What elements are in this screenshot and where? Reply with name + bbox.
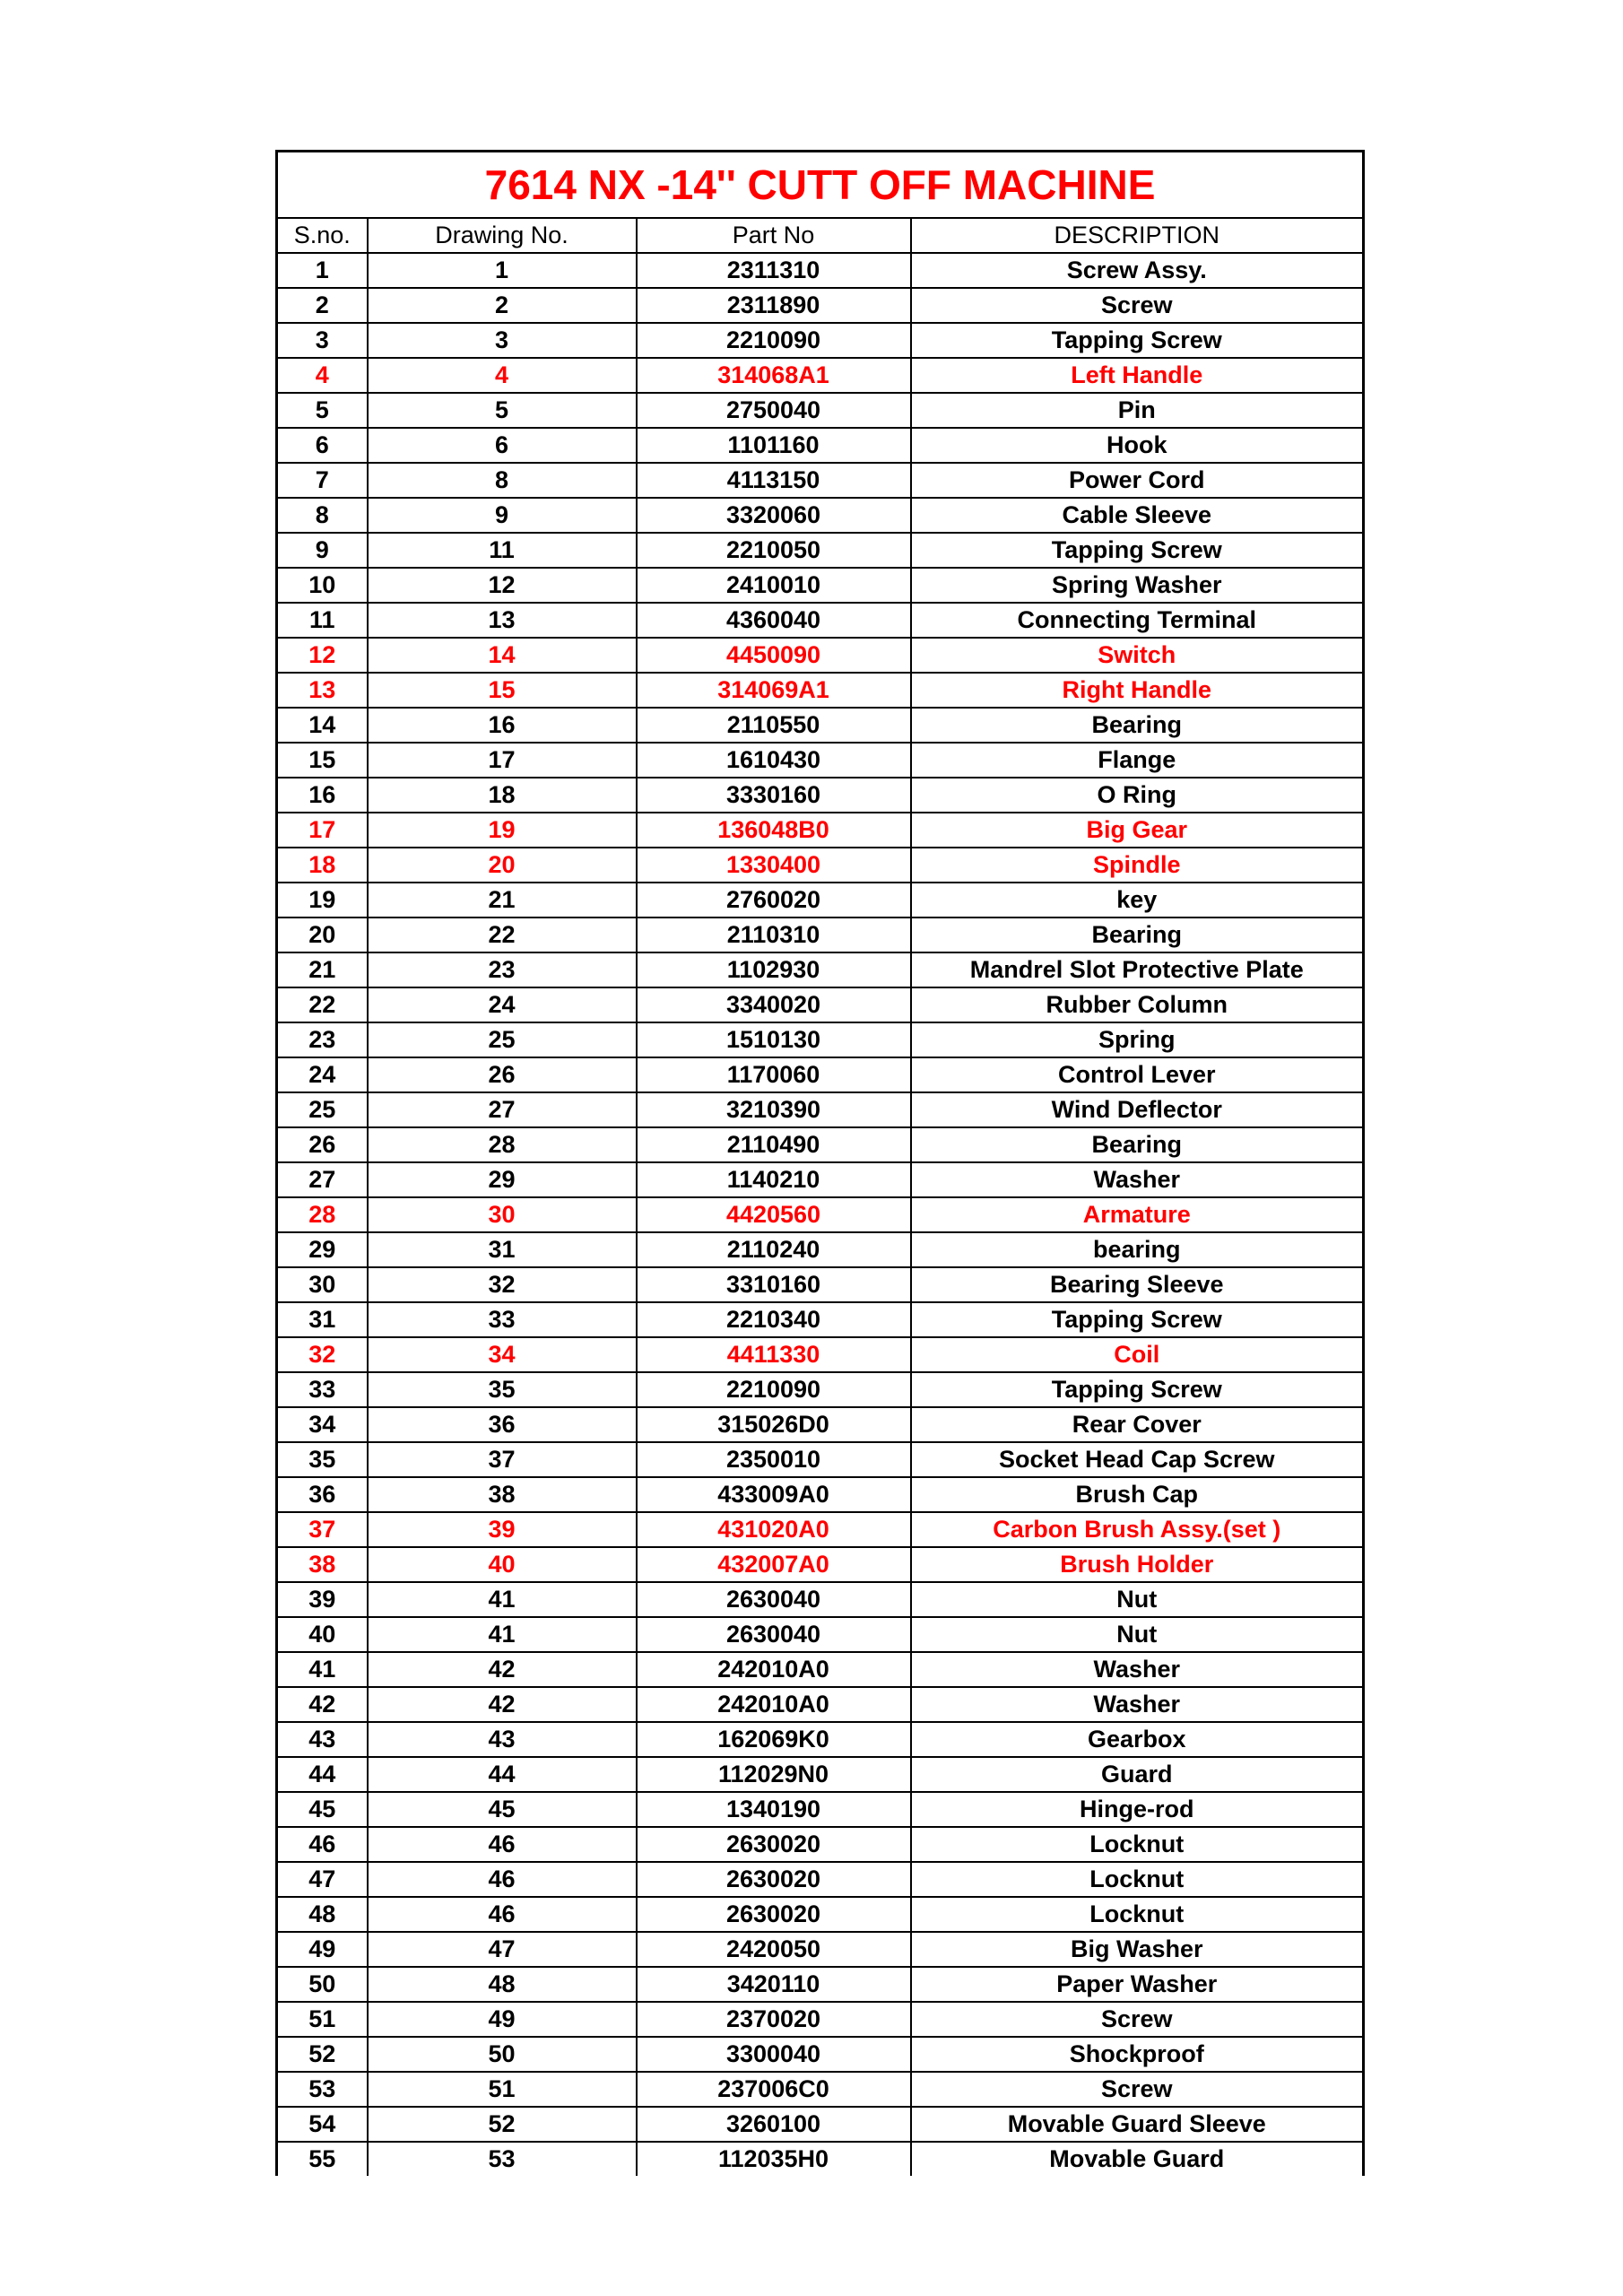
cell-sno: 1 xyxy=(277,253,368,288)
cell-part-no: 2210050 xyxy=(637,533,911,568)
cell-drawing-no: 23 xyxy=(368,952,637,987)
cell-drawing-no: 47 xyxy=(368,1932,637,1967)
table-row xyxy=(277,1232,1364,1267)
table-row xyxy=(277,1547,1364,1582)
cell-part-no: 315026D0 xyxy=(637,1407,911,1442)
cell-drawing-no: 50 xyxy=(368,2037,637,2072)
table-row xyxy=(277,1057,1364,1092)
table-row xyxy=(277,1197,1364,1232)
cell-sno: 16 xyxy=(277,778,368,813)
cell-description: Cable Sleeve xyxy=(911,498,1364,533)
cell-description: Rubber Column xyxy=(911,987,1364,1022)
cell-part-no: 2110240 xyxy=(637,1232,911,1267)
cell-description: Guard xyxy=(911,1757,1364,1792)
cell-drawing-no: 41 xyxy=(368,1582,637,1617)
cell-part-no: 3330160 xyxy=(637,778,911,813)
cell-drawing-no: 46 xyxy=(368,1827,637,1862)
cell-sno: 25 xyxy=(277,1092,368,1127)
cell-description: Screw xyxy=(911,2002,1364,2037)
cell-part-no: 2630040 xyxy=(637,1582,911,1617)
cell-drawing-no: 51 xyxy=(368,2072,637,2107)
cell-drawing-no: 2 xyxy=(368,288,637,323)
cell-description: Tapping Screw xyxy=(911,1302,1364,1337)
cell-description: Big Gear xyxy=(911,813,1364,848)
table-row xyxy=(277,568,1364,603)
cell-sno: 8 xyxy=(277,498,368,533)
cell-part-no: 1510130 xyxy=(637,1022,911,1057)
cell-drawing-no: 17 xyxy=(368,743,637,778)
cell-description: Movable Guard Sleeve xyxy=(911,2107,1364,2142)
table-row xyxy=(277,2002,1364,2037)
table-row xyxy=(277,1617,1364,1652)
cell-sno: 32 xyxy=(277,1337,368,1372)
table-row xyxy=(277,1582,1364,1617)
cell-description: Rear Cover xyxy=(911,1407,1364,1442)
cell-description: Mandrel Slot Protective Plate xyxy=(911,952,1364,987)
cell-sno: 26 xyxy=(277,1127,368,1162)
cell-part-no: 3210390 xyxy=(637,1092,911,1127)
cell-part-no: 314068A1 xyxy=(637,358,911,393)
table-row xyxy=(277,1687,1364,1722)
cell-drawing-no: 44 xyxy=(368,1757,637,1792)
cell-part-no: 162069K0 xyxy=(637,1722,911,1757)
cell-sno: 20 xyxy=(277,918,368,952)
cell-part-no: 3310160 xyxy=(637,1267,911,1302)
cell-drawing-no: 35 xyxy=(368,1372,637,1407)
cell-sno: 53 xyxy=(277,2072,368,2107)
cell-part-no: 136048B0 xyxy=(637,813,911,848)
cell-part-no: 112035H0 xyxy=(637,2142,911,2176)
cell-drawing-no: 12 xyxy=(368,568,637,603)
cell-description: Tapping Screw xyxy=(911,323,1364,358)
cell-description: Spring xyxy=(911,1022,1364,1057)
table-row xyxy=(277,2107,1364,2142)
cell-sno: 49 xyxy=(277,1932,368,1967)
cell-sno: 18 xyxy=(277,848,368,883)
cell-part-no: 2110490 xyxy=(637,1127,911,1162)
table-row xyxy=(277,1092,1364,1127)
cell-description: Locknut xyxy=(911,1862,1364,1897)
cell-drawing-no: 36 xyxy=(368,1407,637,1442)
cell-description: Washer xyxy=(911,1162,1364,1197)
cell-sno: 7 xyxy=(277,463,368,498)
cell-drawing-no: 11 xyxy=(368,533,637,568)
cell-sno: 17 xyxy=(277,813,368,848)
cell-drawing-no: 38 xyxy=(368,1477,637,1512)
cell-part-no: 4360040 xyxy=(637,603,911,638)
cell-sno: 22 xyxy=(277,987,368,1022)
table-row xyxy=(277,2037,1364,2072)
cell-sno: 19 xyxy=(277,883,368,918)
cell-sno: 4 xyxy=(277,358,368,393)
cell-description: Switch xyxy=(911,638,1364,673)
cell-drawing-no: 18 xyxy=(368,778,637,813)
cell-part-no: 2110310 xyxy=(637,918,911,952)
cell-sno: 51 xyxy=(277,2002,368,2037)
cell-description: Socket Head Cap Screw xyxy=(911,1442,1364,1477)
table-row xyxy=(277,1862,1364,1897)
cell-part-no: 2630040 xyxy=(637,1617,911,1652)
cell-drawing-no: 20 xyxy=(368,848,637,883)
cell-sno: 43 xyxy=(277,1722,368,1757)
table-row xyxy=(277,813,1364,848)
cell-description: Right Handle xyxy=(911,673,1364,708)
cell-sno: 38 xyxy=(277,1547,368,1582)
cell-description: Bearing xyxy=(911,1127,1364,1162)
table-row xyxy=(277,463,1364,498)
cell-part-no: 3300040 xyxy=(637,2037,911,2072)
cell-drawing-no: 39 xyxy=(368,1512,637,1547)
cell-drawing-no: 24 xyxy=(368,987,637,1022)
cell-drawing-no: 32 xyxy=(368,1267,637,1302)
cell-sno: 28 xyxy=(277,1197,368,1232)
cell-part-no: 1101160 xyxy=(637,428,911,463)
column-header-sno: S.no. xyxy=(277,218,368,253)
cell-description: Wind Deflector xyxy=(911,1092,1364,1127)
table-row xyxy=(277,358,1364,393)
table-row xyxy=(277,1407,1364,1442)
cell-sno: 10 xyxy=(277,568,368,603)
table-row xyxy=(277,428,1364,463)
cell-description: Armature xyxy=(911,1197,1364,1232)
cell-part-no: 2630020 xyxy=(637,1827,911,1862)
cell-description: O Ring xyxy=(911,778,1364,813)
table-row xyxy=(277,1372,1364,1407)
cell-part-no: 2210090 xyxy=(637,1372,911,1407)
cell-drawing-no: 15 xyxy=(368,673,637,708)
cell-part-no: 3260100 xyxy=(637,2107,911,2142)
cell-part-no: 2370020 xyxy=(637,2002,911,2037)
cell-description: Bearing xyxy=(911,918,1364,952)
cell-description: Power Cord xyxy=(911,463,1364,498)
cell-part-no: 2630020 xyxy=(637,1862,911,1897)
cell-drawing-no: 6 xyxy=(368,428,637,463)
parts-table-body xyxy=(277,253,1364,2176)
cell-part-no: 1102930 xyxy=(637,952,911,987)
cell-part-no: 431020A0 xyxy=(637,1512,911,1547)
cell-drawing-no: 14 xyxy=(368,638,637,673)
parts-list-sheet xyxy=(275,150,1362,2176)
cell-description: Coil xyxy=(911,1337,1364,1372)
cell-part-no: 242010A0 xyxy=(637,1652,911,1687)
cell-sno: 12 xyxy=(277,638,368,673)
cell-drawing-no: 26 xyxy=(368,1057,637,1092)
cell-sno: 34 xyxy=(277,1407,368,1442)
cell-description: Pin xyxy=(911,393,1364,428)
cell-part-no: 2210340 xyxy=(637,1302,911,1337)
table-row xyxy=(277,673,1364,708)
cell-part-no: 4113150 xyxy=(637,463,911,498)
cell-part-no: 2311310 xyxy=(637,253,911,288)
cell-part-no: 1330400 xyxy=(637,848,911,883)
cell-part-no: 242010A0 xyxy=(637,1687,911,1722)
cell-description: Tapping Screw xyxy=(911,533,1364,568)
cell-sno: 14 xyxy=(277,708,368,743)
cell-sno: 54 xyxy=(277,2107,368,2142)
table-row xyxy=(277,1722,1364,1757)
cell-sno: 39 xyxy=(277,1582,368,1617)
cell-sno: 46 xyxy=(277,1827,368,1862)
cell-drawing-no: 46 xyxy=(368,1897,637,1932)
table-row xyxy=(277,1897,1364,1932)
cell-description: Hook xyxy=(911,428,1364,463)
cell-drawing-no: 25 xyxy=(368,1022,637,1057)
cell-sno: 30 xyxy=(277,1267,368,1302)
cell-description: key xyxy=(911,883,1364,918)
table-row xyxy=(277,1477,1364,1512)
cell-description: Shockproof xyxy=(911,2037,1364,2072)
table-row xyxy=(277,1792,1364,1827)
table-row xyxy=(277,918,1364,952)
cell-sno: 31 xyxy=(277,1302,368,1337)
cell-drawing-no: 1 xyxy=(368,253,637,288)
cell-part-no: 2750040 xyxy=(637,393,911,428)
cell-part-no: 2760020 xyxy=(637,883,911,918)
cell-drawing-no: 5 xyxy=(368,393,637,428)
parts-table xyxy=(275,150,1365,2176)
cell-description: bearing xyxy=(911,1232,1364,1267)
table-row xyxy=(277,778,1364,813)
column-header-drawing-no: Drawing No. xyxy=(368,218,637,253)
cell-drawing-no: 52 xyxy=(368,2107,637,2142)
cell-description: Movable Guard xyxy=(911,2142,1364,2176)
cell-description: Bearing xyxy=(911,708,1364,743)
table-row xyxy=(277,1757,1364,1792)
cell-sno: 52 xyxy=(277,2037,368,2072)
table-row xyxy=(277,2142,1364,2176)
cell-drawing-no: 45 xyxy=(368,1792,637,1827)
cell-description: Hinge-rod xyxy=(911,1792,1364,1827)
cell-drawing-no: 16 xyxy=(368,708,637,743)
cell-sno: 21 xyxy=(277,952,368,987)
table-row xyxy=(277,987,1364,1022)
cell-description: Gearbox xyxy=(911,1722,1364,1757)
cell-drawing-no: 48 xyxy=(368,1967,637,2002)
cell-drawing-no: 3 xyxy=(368,323,637,358)
cell-drawing-no: 42 xyxy=(368,1687,637,1722)
cell-sno: 27 xyxy=(277,1162,368,1197)
cell-part-no: 4420560 xyxy=(637,1197,911,1232)
cell-description: Tapping Screw xyxy=(911,1372,1364,1407)
cell-description: Carbon Brush Assy.(set ) xyxy=(911,1512,1364,1547)
cell-description: Paper Washer xyxy=(911,1967,1364,2002)
table-row xyxy=(277,1827,1364,1862)
cell-sno: 6 xyxy=(277,428,368,463)
cell-part-no: 432007A0 xyxy=(637,1547,911,1582)
cell-description: Bearing Sleeve xyxy=(911,1267,1364,1302)
cell-sno: 37 xyxy=(277,1512,368,1547)
cell-part-no: 1610430 xyxy=(637,743,911,778)
cell-part-no: 1340190 xyxy=(637,1792,911,1827)
cell-part-no: 2410010 xyxy=(637,568,911,603)
cell-drawing-no: 19 xyxy=(368,813,637,848)
cell-sno: 47 xyxy=(277,1862,368,1897)
cell-part-no: 112029N0 xyxy=(637,1757,911,1792)
cell-sno: 50 xyxy=(277,1967,368,2002)
table-row xyxy=(277,2072,1364,2107)
table-row xyxy=(277,1932,1364,1967)
table-row xyxy=(277,253,1364,288)
table-row xyxy=(277,638,1364,673)
cell-sno: 45 xyxy=(277,1792,368,1827)
cell-drawing-no: 21 xyxy=(368,883,637,918)
cell-sno: 42 xyxy=(277,1687,368,1722)
cell-part-no: 2420050 xyxy=(637,1932,911,1967)
table-row xyxy=(277,952,1364,987)
cell-description: Nut xyxy=(911,1617,1364,1652)
cell-part-no: 1170060 xyxy=(637,1057,911,1092)
table-row xyxy=(277,393,1364,428)
table-row xyxy=(277,1967,1364,2002)
table-row xyxy=(277,288,1364,323)
cell-sno: 15 xyxy=(277,743,368,778)
cell-sno: 55 xyxy=(277,2142,368,2176)
table-row xyxy=(277,1127,1364,1162)
cell-part-no: 3320060 xyxy=(637,498,911,533)
cell-part-no: 3340020 xyxy=(637,987,911,1022)
cell-drawing-no: 34 xyxy=(368,1337,637,1372)
cell-sno: 36 xyxy=(277,1477,368,1512)
cell-part-no: 2350010 xyxy=(637,1442,911,1477)
table-row xyxy=(277,708,1364,743)
cell-drawing-no: 27 xyxy=(368,1092,637,1127)
table-row xyxy=(277,1442,1364,1477)
cell-part-no: 4450090 xyxy=(637,638,911,673)
table-row xyxy=(277,1337,1364,1372)
cell-sno: 33 xyxy=(277,1372,368,1407)
table-row xyxy=(277,1652,1364,1687)
cell-drawing-no: 31 xyxy=(368,1232,637,1267)
table-row xyxy=(277,533,1364,568)
cell-part-no: 237006C0 xyxy=(637,2072,911,2107)
cell-sno: 13 xyxy=(277,673,368,708)
cell-part-no: 1140210 xyxy=(637,1162,911,1197)
cell-description: Brush Holder xyxy=(911,1547,1364,1582)
cell-part-no: 2210090 xyxy=(637,323,911,358)
table-row xyxy=(277,498,1364,533)
cell-sno: 44 xyxy=(277,1757,368,1792)
cell-description: Left Handle xyxy=(911,358,1364,393)
title-row xyxy=(277,152,1364,219)
cell-part-no: 2110550 xyxy=(637,708,911,743)
cell-part-no: 2630020 xyxy=(637,1897,911,1932)
column-header-part-no: Part No xyxy=(637,218,911,253)
table-row xyxy=(277,1302,1364,1337)
cell-description: Washer xyxy=(911,1687,1364,1722)
cell-drawing-no: 13 xyxy=(368,603,637,638)
cell-description: Control Lever xyxy=(911,1057,1364,1092)
table-row xyxy=(277,1022,1364,1057)
cell-sno: 35 xyxy=(277,1442,368,1477)
cell-sno: 5 xyxy=(277,393,368,428)
cell-description: Screw xyxy=(911,288,1364,323)
cell-sno: 48 xyxy=(277,1897,368,1932)
cell-drawing-no: 9 xyxy=(368,498,637,533)
cell-drawing-no: 41 xyxy=(368,1617,637,1652)
cell-sno: 23 xyxy=(277,1022,368,1057)
cell-drawing-no: 40 xyxy=(368,1547,637,1582)
cell-description: Connecting Terminal xyxy=(911,603,1364,638)
cell-drawing-no: 4 xyxy=(368,358,637,393)
cell-drawing-no: 28 xyxy=(368,1127,637,1162)
page-title: 7614 NX -14'' CUTT OFF MACHINE xyxy=(277,152,1364,219)
cell-description: Screw xyxy=(911,2072,1364,2107)
header-row xyxy=(277,218,1364,253)
cell-description: Flange xyxy=(911,743,1364,778)
cell-description: Spindle xyxy=(911,848,1364,883)
cell-sno: 9 xyxy=(277,533,368,568)
cell-description: Washer xyxy=(911,1652,1364,1687)
cell-drawing-no: 53 xyxy=(368,2142,637,2176)
cell-sno: 29 xyxy=(277,1232,368,1267)
cell-part-no: 433009A0 xyxy=(637,1477,911,1512)
table-row xyxy=(277,1512,1364,1547)
cell-description: Locknut xyxy=(911,1827,1364,1862)
cell-sno: 11 xyxy=(277,603,368,638)
table-row xyxy=(277,883,1364,918)
cell-sno: 24 xyxy=(277,1057,368,1092)
cell-drawing-no: 22 xyxy=(368,918,637,952)
cell-drawing-no: 33 xyxy=(368,1302,637,1337)
cell-description: Brush Cap xyxy=(911,1477,1364,1512)
cell-sno: 40 xyxy=(277,1617,368,1652)
table-row xyxy=(277,743,1364,778)
cell-drawing-no: 46 xyxy=(368,1862,637,1897)
cell-description: Screw Assy. xyxy=(911,253,1364,288)
cell-part-no: 3420110 xyxy=(637,1967,911,2002)
table-row xyxy=(277,848,1364,883)
cell-sno: 3 xyxy=(277,323,368,358)
cell-drawing-no: 29 xyxy=(368,1162,637,1197)
cell-sno: 41 xyxy=(277,1652,368,1687)
cell-part-no: 2311890 xyxy=(637,288,911,323)
cell-drawing-no: 8 xyxy=(368,463,637,498)
cell-drawing-no: 43 xyxy=(368,1722,637,1757)
cell-drawing-no: 42 xyxy=(368,1652,637,1687)
table-row xyxy=(277,323,1364,358)
table-row xyxy=(277,1162,1364,1197)
cell-drawing-no: 49 xyxy=(368,2002,637,2037)
cell-description: Locknut xyxy=(911,1897,1364,1932)
column-header-description: DESCRIPTION xyxy=(911,218,1364,253)
cell-description: Big Washer xyxy=(911,1932,1364,1967)
cell-part-no: 314069A1 xyxy=(637,673,911,708)
cell-description: Spring Washer xyxy=(911,568,1364,603)
cell-drawing-no: 30 xyxy=(368,1197,637,1232)
cell-drawing-no: 37 xyxy=(368,1442,637,1477)
table-row xyxy=(277,1267,1364,1302)
cell-part-no: 4411330 xyxy=(637,1337,911,1372)
cell-sno: 2 xyxy=(277,288,368,323)
cell-description: Nut xyxy=(911,1582,1364,1617)
table-row xyxy=(277,603,1364,638)
